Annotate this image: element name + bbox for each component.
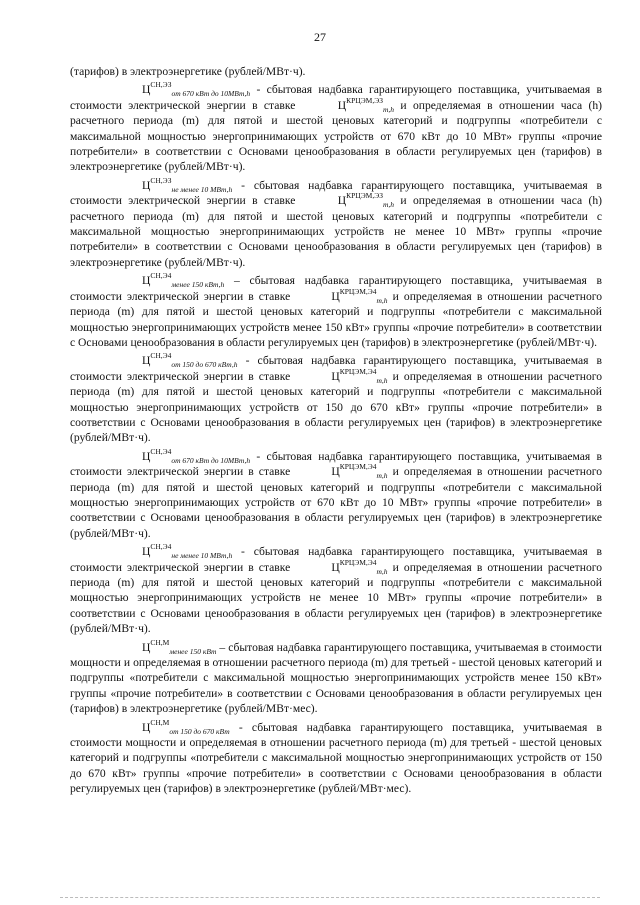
rate-symbol-sub: m,h	[383, 104, 395, 114]
rate-symbol: $Ц^{КРЦЭМ,Э4}_{m,h}$	[331, 366, 388, 385]
definition-text: – сбытовая надбавка гарантирующего поставщика, учитываемая в стоимости электрической энергии в ставке	[70, 274, 602, 303]
rate-symbol-sub: m,h	[376, 471, 388, 481]
definition-text: - сбытовая надбавка гарантирующего поставщика, учитываемая в стоимости электрической энергии в ставке	[70, 545, 602, 574]
rate-symbol: $Ц^{КРЦЭМ,ЭЗ}_{m,h}$	[337, 95, 395, 114]
rate-symbol: $Ц^{КРЦЭМ,Э4}_{m,h}$	[331, 462, 388, 481]
rate-symbol: $Ц^{КРЦЭМ,Э4}_{m,h}$	[331, 557, 388, 576]
definition-paragraph	[70, 273, 602, 350]
definitions-list	[70, 82, 602, 796]
definition-text: - сбытовая надбавка гарантирующего поставщика, учитываемая в стоимости электрической энергии в ставке	[70, 354, 602, 383]
markup-symbol-sup: СН,Э4	[150, 446, 172, 456]
definition-paragraph	[70, 717, 602, 797]
markup-symbol-sup: СН,Э4	[150, 542, 172, 552]
markup-symbol: $Ц^{СН,М}_{менее 150 кВт}$	[142, 637, 217, 656]
rate-symbol-sub: m,h	[376, 295, 388, 305]
rate-symbol-sup: КРЦЭМ,Э4	[339, 462, 377, 472]
markup-symbol: $Ц^{СН,М}_{от 150 до 670 кВт}$	[142, 717, 230, 736]
bottom-divider	[60, 897, 600, 898]
body-text	[70, 64, 602, 797]
markup-symbol-sub: от 150 до 670 кВт	[169, 726, 230, 736]
rate-symbol-sup: КРЦЭМ,ЭЗ	[346, 191, 383, 201]
definition-text-rest: и определяемая в отношении расчетного периода (m) для пятой и шестой ценовых категорий и подгруппы «потребители с максимальной мощностью энергопринимающих устройств менее 150 кВт» группы «прочие потребители» в соответствии с Основами ценообразования в области регулируемых цен (тарифов) в электроэнергетике (рублей/МВт·ч).	[70, 289, 602, 349]
definition-paragraph	[70, 82, 602, 174]
markup-symbol: $Ц^{СН,Э4}_{менее 150 кВт,h}$	[142, 271, 225, 290]
rate-symbol: $Ц^{КРЦЭМ,Э4}_{m,h}$	[331, 286, 388, 305]
page-number: 27	[314, 30, 326, 44]
definition-text: - сбытовая надбавка гарантирующего поставщика, учитываемая в стоимости электрической энергии в ставке	[70, 449, 602, 479]
rate-symbol: $Ц^{КРЦЭМ,ЭЗ}_{m,h}$	[337, 191, 395, 210]
definition-text-rest: и определяемая в отношении расчетного периода (m) для пятой и шестой ценовых категорий и подгруппы «потребители с максимальной мощностью энергопринимающих устройств от 150 до 670 кВт» группы «прочие потребители» в соответствии с Основами ценообразования в области регулируемых цен (тарифов) в электроэнергетике (рублей/МВт·ч).	[70, 369, 602, 445]
rate-symbol-sup: КРЦЭМ,Э4	[339, 366, 377, 376]
markup-symbol-sup: СН,М	[150, 717, 170, 727]
markup-symbol-sub: от 670 кВт до 10МВт,h	[171, 455, 251, 465]
rate-symbol-sub: m,h	[383, 200, 395, 210]
markup-symbol-sub: от 670 кВт до 10МВт,h	[171, 89, 251, 99]
markup-symbol-sup: СН,М	[150, 637, 170, 647]
markup-symbol: $Ц^{СН,Э4}_{от 150 до 670 кВт,h}$	[142, 351, 238, 370]
markup-symbol-sub: от 150 до 670 кВт,h	[171, 360, 238, 370]
definition-paragraph	[70, 175, 602, 270]
definition-paragraph	[70, 446, 602, 541]
rate-symbol-sup: КРЦЭМ,ЭЗ	[346, 95, 383, 105]
markup-symbol-sub: менее 150 кВт,h	[171, 280, 225, 290]
rate-symbol-sup: КРЦЭМ,Э4	[339, 286, 377, 296]
markup-symbol-sup: СН,ЭЗ	[150, 175, 172, 185]
definition-text-rest: и определяемая в отношении часа (h) расчетного периода (m) для пятой и шестой ценовых категорий и подгруппы «потребители с максимальной мощностью энергопринимающих устройств не менее 10 МВт» группы «прочие потребители» в соответствии с Основами ценообразования в области регулируемых цен (тарифов) в электроэнергетике (рублей/МВт·ч).	[70, 194, 602, 269]
definition-text: – сбытовая надбавка гарантирующего поставщика, учитываемая в стоимости мощности и определяемая в отношении расчетного периода (m) для третьей - шестой ценовых категорий и подгруппы «потребители с максимальной мощностью энергопринимающих устройств менее 150 кВт» группы «прочие потребители» в соответствии с Основами ценообразования в области регулируемых цен (тарифов) в электроэнергетике (рублей/МВт·мес).	[70, 640, 602, 716]
markup-symbol-sup: СН,Э4	[150, 271, 172, 281]
markup-symbol-sup: СН,ЭЗ	[150, 80, 172, 90]
definition-text-rest: и определяемая в отношении часа (h) расчетного периода (m) для пятой и шестой ценовых категорий и подгруппы «потребители с максимальной мощностью энергопринимающих устройств от 670 кВт до 10 МВт» группы «прочие потребители» в соответствии с Основами ценообразования в области регулируемых цен (тарифов) в электроэнергетике (рублей/МВт·ч).	[70, 98, 602, 174]
markup-symbol: $Ц^{СН,ЭЗ}_{от 670 кВт до 10МВт,h}$	[142, 80, 251, 99]
definition-text-rest: и определяемая в отношении расчетного периода (m) для пятой и шестой ценовых категорий и подгруппы «потребители с максимальной мощностью энергопринимающих устройств от 670 кВт до 10 МВт» группы «прочие потребители» в соответствии с Основами ценообразования в области регулируемых цен (тарифов) в электроэнергетике (рублей/МВт·ч).	[70, 465, 602, 540]
definition-text: - сбытовая надбавка гарантирующего поставщика, учитываемая в стоимости мощности и определяемая в отношении расчетного периода (m) для третьей - шестой ценовых категорий и подгруппы «потребители с максимальной мощностью энергопринимающих устройств от 150 до 670 кВт» группы «прочие потребители» в соответствии с Основами ценообразования в области регулируемых цен (тарифов) в электроэнергетике (рублей/МВт·мес).	[70, 720, 602, 796]
markup-symbol-sup: СН,Э4	[150, 351, 172, 361]
markup-symbol-sub: не менее 10 МВт,h	[171, 551, 233, 561]
paragraph-tail: (тарифов) в электроэнергетике (рублей/МВт·ч).	[70, 65, 306, 78]
rate-symbol-sub: m,h	[376, 375, 388, 385]
rate-symbol-sup: КРЦЭМ,Э4	[339, 557, 377, 567]
definition-text: - сбытовая надбавка гарантирующего поставщика, учитываемая в стоимости электрической энергии в ставке	[70, 83, 602, 112]
markup-symbol-sub: менее 150 кВт	[169, 646, 217, 656]
markup-symbol: $Ц^{СН,ЭЗ}_{не менее 10 МВт,h}$	[142, 175, 233, 194]
definition-paragraph	[70, 637, 602, 717]
markup-symbol-sub: не менее 10 МВт,h	[171, 184, 233, 194]
markup-symbol: $Ц^{СН,Э4}_{от 670 кВт до 10МВт,h}$	[142, 446, 251, 465]
definition-paragraph	[70, 544, 602, 636]
definition-text: - сбытовая надбавка гарантирующего поставщика, учитываемая в стоимости электрической энергии в ставке	[70, 178, 602, 208]
markup-symbol: $Ц^{СН,Э4}_{не менее 10 МВт,h}$	[142, 542, 233, 561]
definition-paragraph	[70, 353, 602, 445]
rate-symbol-sub: m,h	[376, 566, 388, 576]
definition-text-rest: и определяемая в отношении расчетного периода (m) для пятой и шестой ценовых категорий и подгруппы «потребители с максимальной мощностью энергопринимающих устройств не менее 10 МВт» группы «прочие потребители» в соответствии с Основами ценообразования в области регулируемых цен (тарифов) в электроэнергетике (рублей/МВт·ч).	[70, 560, 602, 636]
